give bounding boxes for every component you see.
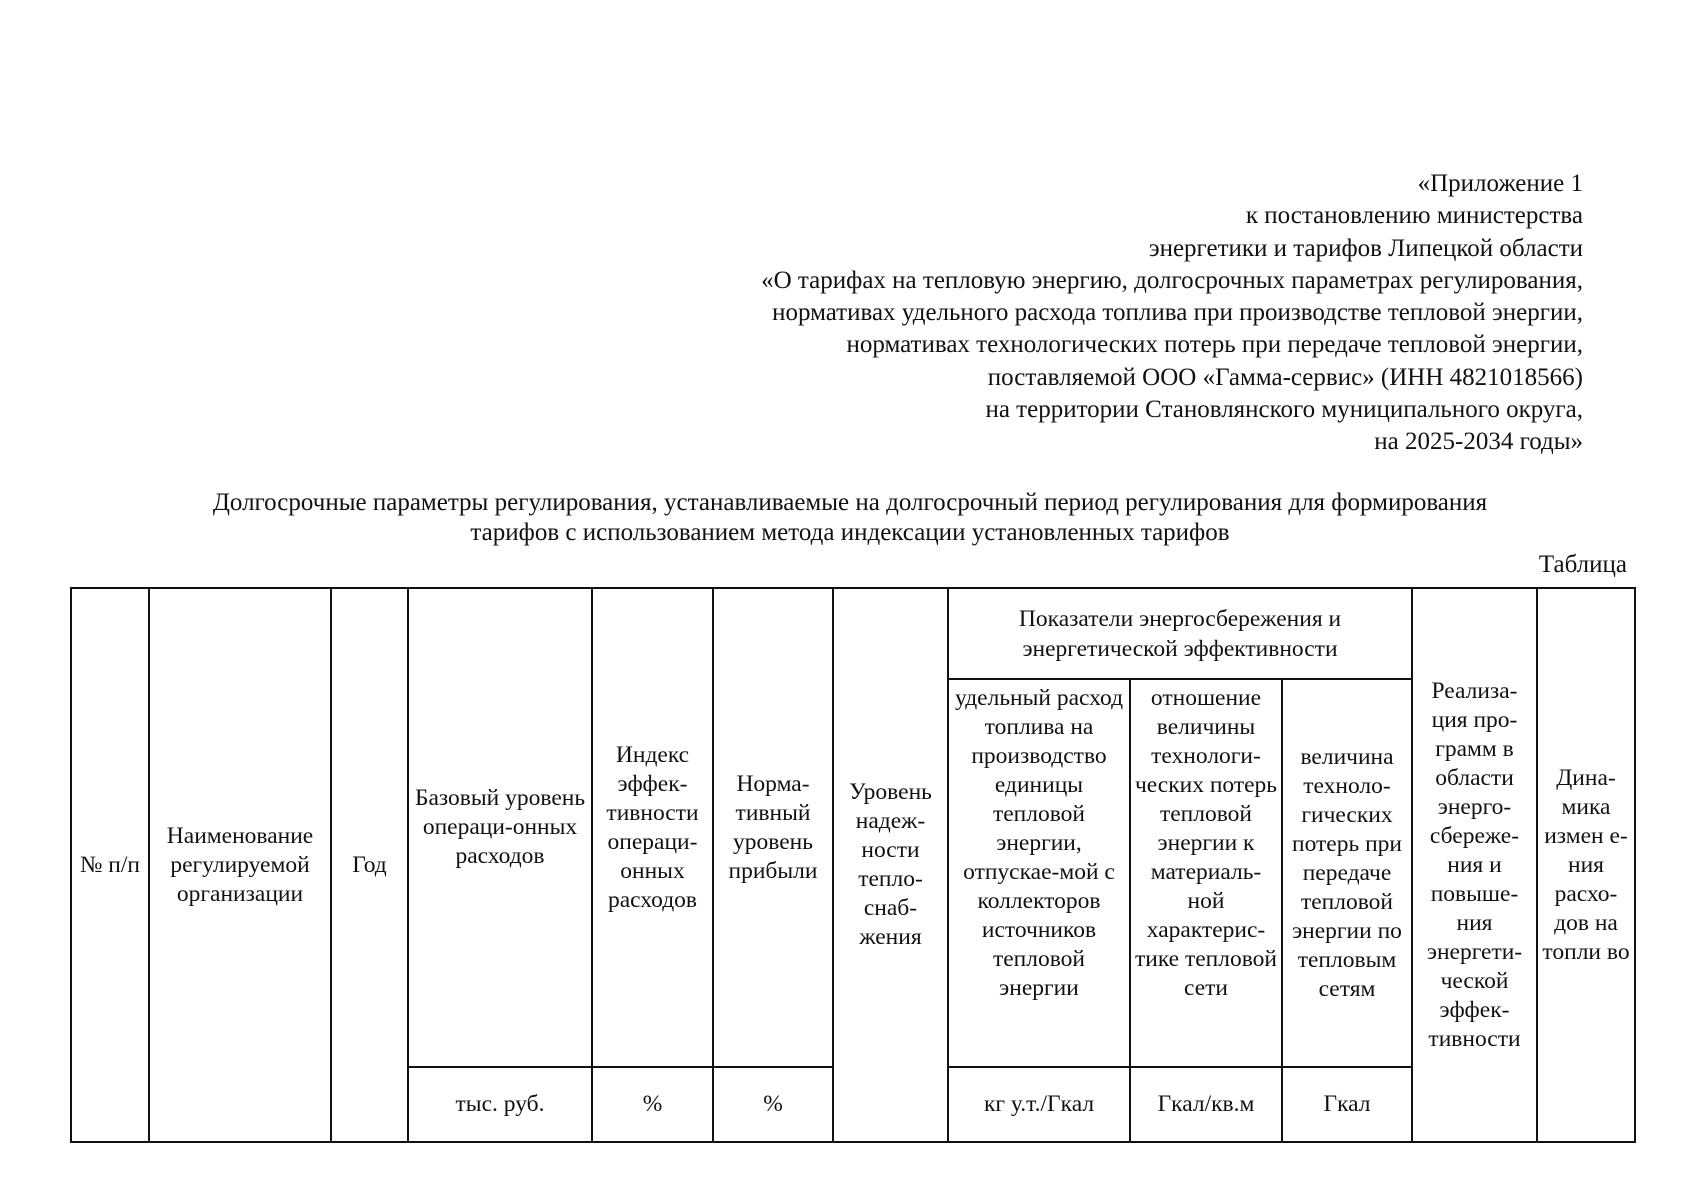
col-header-loss-ratio: отношение величины технологи-ческих потерь тепловой энергии к материаль-ной характерис-тике тепловой сети [1130, 679, 1282, 1067]
col-header-num: № п/п [71, 588, 149, 1142]
appendix-line: энергетики и тарифов Липецкой области [1148, 234, 1583, 262]
document-title-line-1: Долгосрочные параметры регулирования, устанавливаемые на долгосрочный период регулирования для формирования [212, 489, 1488, 516]
appendix-line: «О тарифах на тепловую энергию, долгосрочных параметрах регулирования, [761, 266, 1583, 294]
appendix-line: нормативах технологических потерь при передаче тепловой энергии, [846, 331, 1583, 359]
unit-profit-level: % [713, 1067, 833, 1142]
appendix-header [761, 168, 1583, 459]
appendix-line: на 2025-2034 годы» [1374, 428, 1583, 456]
appendix-line: к постановлению министерства [1245, 202, 1583, 230]
appendix-line: поставляемой ООО «Гамма-сервис» (ИНН 4821018566) [987, 363, 1583, 391]
unit-loss-value: Гкал [1282, 1067, 1412, 1142]
col-header-fuel-dynamics: Дина-мика измен е-ния расхо-дов на топли во [1537, 588, 1635, 1142]
appendix-line: «Приложение 1 [1417, 170, 1583, 197]
document-title-line-2: тарифов с использованием метода индексации установленных тарифов [470, 519, 1230, 546]
col-header-programs: Реализа-ция про-грамм в области энерго-сбереже-ния и повыше-ния энергети-ческой эффек-тивности [1412, 588, 1537, 1142]
col-header-base-opex: Базовый уровень операци-онных расходов [408, 588, 592, 1067]
unit-fuel-rate: кг у.т./Гкал [948, 1067, 1130, 1142]
unit-efficiency-index: % [592, 1067, 713, 1142]
col-header-fuel-rate: удельный расход топлива на производство единицы тепловой энергии, отпускае-мой с коллекторов источников тепловой энергии [948, 679, 1130, 1067]
parameters-table [70, 587, 1636, 1143]
col-header-efficiency-index: Индекс эффек-тивности операци-онных расходов [592, 588, 713, 1067]
unit-base-opex: тыс. руб. [408, 1067, 592, 1142]
document-title [60, 488, 1640, 548]
col-group-energy-efficiency: Показатели энергосбережения и энергетической эффективности [948, 588, 1412, 679]
col-header-profit-level: Норма-тивный уровень прибыли [713, 588, 833, 1067]
col-header-reliability: Уровень надеж-ности тепло-снаб-жения [833, 588, 948, 1142]
unit-loss-ratio: Гкал/кв.м [1130, 1067, 1282, 1142]
table-label: Таблица [1538, 551, 1627, 578]
appendix-line: на территории Становлянского муниципального округа, [985, 396, 1583, 424]
col-header-year: Год [331, 588, 408, 1142]
col-header-loss-value: величина техноло-гических потерь при передаче тепловой энергии по тепловым сетям [1282, 679, 1412, 1067]
col-header-org: Наименование регулируемой организации [149, 588, 331, 1142]
appendix-line: нормативах удельного расхода топлива при производстве тепловой энергии, [772, 299, 1583, 327]
